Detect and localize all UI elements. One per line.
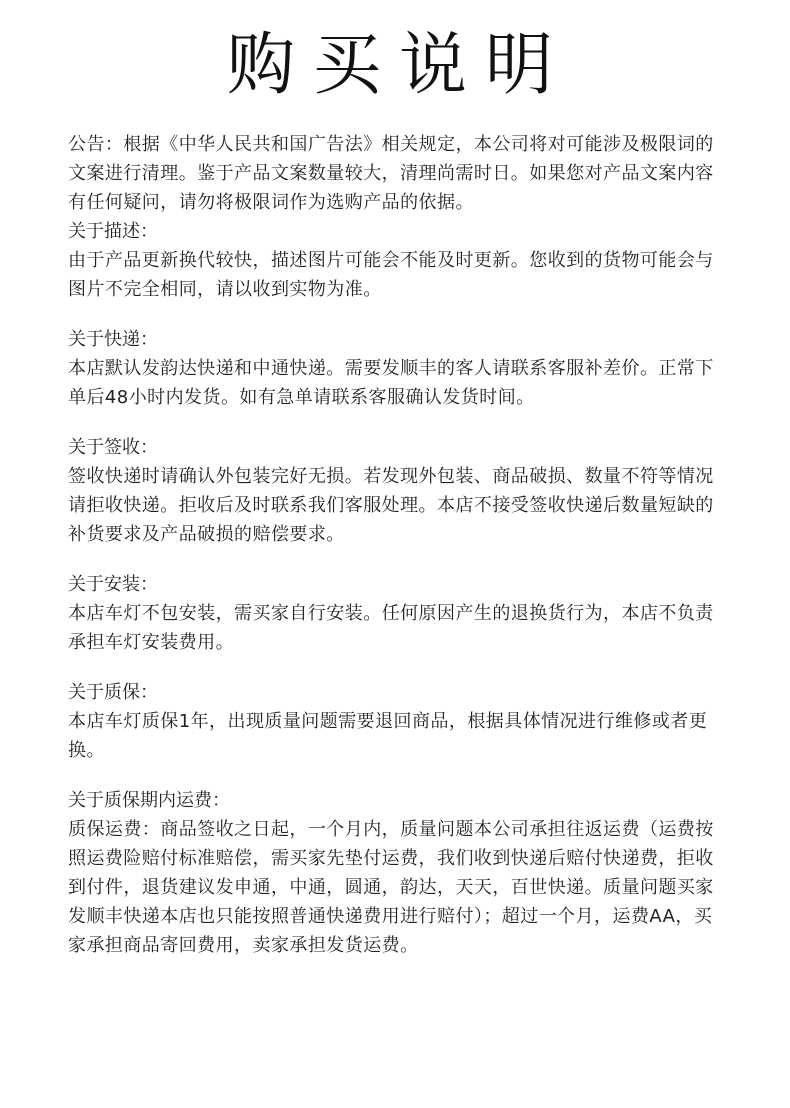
section-heading-description: 关于描述： bbox=[68, 221, 158, 242]
section-description bbox=[68, 217, 730, 304]
section-heading-installation: 关于安装： bbox=[68, 574, 158, 595]
section-body-warranty: 本店车灯质保1年，出现质量问题需要退回商品，根据具体情况进行维修或者更换。 bbox=[68, 711, 708, 761]
section-body-warranty-shipping: 质保运费：商品签收之日起，一个月内，质量问题本公司承担往返运费（运费按照运费险赔付标准赔偿，需买家先垫付运费，我们收到快递后赔付快递费，拒收到付件，退货建议发申通，中通，圆通，韵达，天天，百世快递。质量问题买家发顺丰快递本店也只能按照普通快递费用进行赔付）；超过一个月，运费AA，买家承担商品寄回费用，卖家承担发货运费。 bbox=[68, 819, 714, 956]
section-body-installation: 本店车灯不包安装，需买家自行安装。任何原因产生的退换货行为，本店不负责承担车灯安装费用。 bbox=[68, 603, 714, 653]
section-receipt bbox=[68, 433, 730, 549]
section-heading-shipping: 关于快递： bbox=[68, 329, 158, 350]
section-body-shipping: 本店默认发韵达快递和中通快递。需要发顺丰的客人请联系客服补差价。正常下单后48小时内发货。如有急单请联系客服确认发货时间。 bbox=[68, 358, 714, 408]
section-warranty bbox=[68, 678, 730, 765]
section-body-receipt: 签收快递时请确认外包装完好无损。若发现外包装、商品破损、数量不符等情况请拒收快递。拒收后及时联系我们客服处理。本店不接受签收快递后数量短缺的补货要求及产品破损的赔偿要求。 bbox=[68, 466, 714, 545]
notice-paragraph: 公告：根据《中华人民共和国广告法》相关规定，本公司将对可能涉及极限词的文案进行清理。鉴于产品文案数量较大，清理尚需时日。如果您对产品文案内容有任何疑问，请勿将极限词作为选购产品的依据。 bbox=[68, 134, 714, 213]
section-heading-warranty-shipping: 关于质保期内运费： bbox=[68, 790, 230, 811]
section-heading-receipt: 关于签收： bbox=[68, 437, 158, 458]
section-warranty-shipping bbox=[68, 786, 730, 960]
page-title: 购买说明 bbox=[226, 26, 571, 105]
section-shipping bbox=[68, 325, 730, 412]
content bbox=[68, 130, 730, 960]
section-installation bbox=[68, 570, 730, 657]
section-heading-warranty: 关于质保： bbox=[68, 682, 158, 703]
section-body-description: 由于产品更新换代较快，描述图片可能会不能及时更新。您收到的货物可能会与图片不完全相同，请以收到实物为准。 bbox=[68, 250, 714, 300]
